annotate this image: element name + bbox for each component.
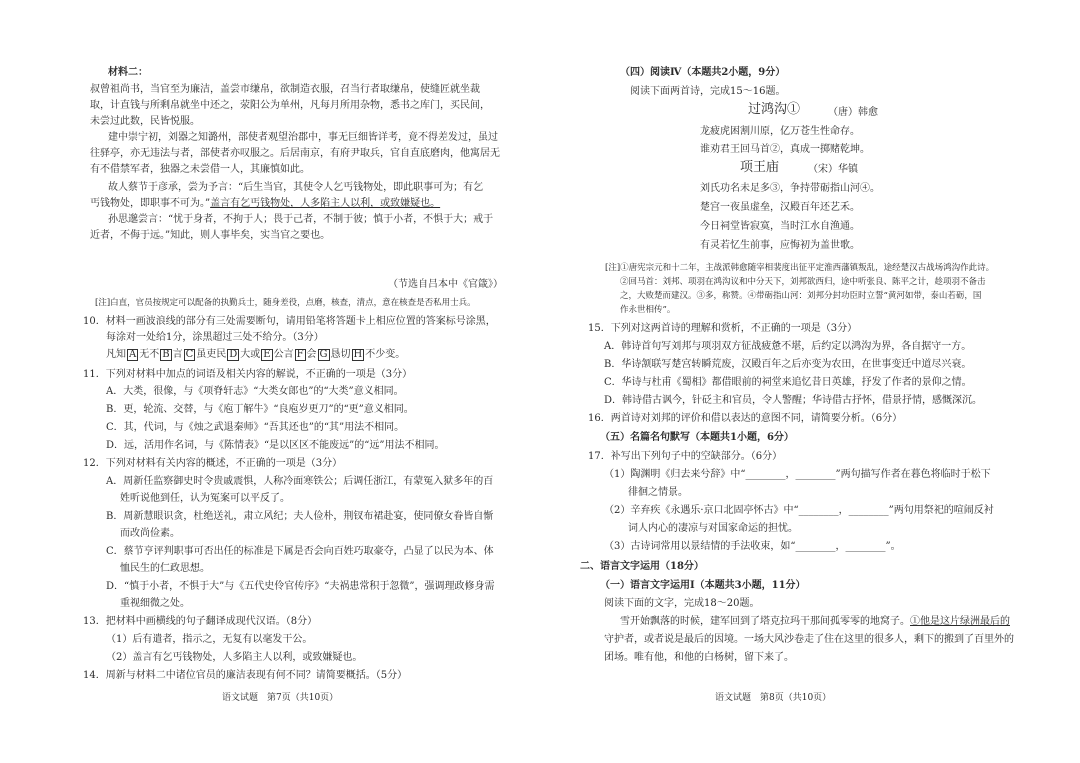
question-16: 16．两首诗对刘邦的评价和借以表达的意图不同，请简要分析。（6分） <box>588 413 903 424</box>
sub-question: （2）盖言有乞丐钱物处，人多陷主人以利，或致嫌疑也。 <box>106 652 363 663</box>
option-cont: 而改尚俭素。 <box>120 528 180 539</box>
passage-line: 团场。唯有他，和他的白杨树，留下来了。 <box>604 652 794 663</box>
poem-line: 龙疲虎困割川原，亿万苍生性命存。 <box>700 126 860 137</box>
sub-section-heading: （一）语言文字运用Ⅰ（本题共3小题，11分） <box>600 580 806 591</box>
option: B．周新慧眼识贪，杜绝送礼，肃立风纪；夫人俭朴，荆钗布裙赴宴，使同僚女眷皆自惭 <box>106 511 494 522</box>
option: D．“慎于小者，不惧于大”与《五代史伶官传序》“夫祸患常积于忽微”，强调理政修身需 <box>106 581 495 592</box>
page-footer: 语文试题 第7页（共10页） <box>222 693 339 703</box>
footnote: [注]①唐宪宗元和十二年，主战派韩愈随宰相裴度出征平定淮西藩镇叛乱，途经楚汉古战场鸿沟作此诗。 <box>605 263 995 273</box>
poem-line: 刘氏功名未足多③，争持带砺指山河④。 <box>700 183 880 194</box>
question-10-options: 凡知 A 无不 B 言 C 虽吏民 D 大或 E 公言 F 会 G 恳切 H 不少变。 <box>106 349 406 360</box>
question-10: 10．材料一画波浪线的部分有三处需要断句，请用铅笔将答题卡上相应位置的答案标号涂黑， <box>83 316 496 327</box>
source-citation: （节选自吕本中《官箴》） <box>388 279 503 290</box>
page-footer: 语文试题 第8页（共10页） <box>715 693 832 703</box>
passage-line: 守护者，或者说是最后的因境。一场大风沙卷走了住在这里的很多人，剩下的搬到了百里外的 <box>604 634 1014 645</box>
page-8 <box>540 0 1080 763</box>
option: C．其，代词，与《烛之武退秦师》“吾其还也”的“其”用法不相同。 <box>106 422 405 433</box>
paragraph-line: 有不借禁军者，独器之未尝借一人，其廉慎如此。 <box>90 164 310 175</box>
poem-line: 有灵若忆生前事，应悔初为盖世歌。 <box>700 240 860 251</box>
option: C．蔡节亨评判职事可否出任的标准是下属是否会向百姓巧取豪夺，凸显了以民为本、体 <box>106 546 494 557</box>
option: A．韩诗首句写刘邦与项羽双方征战疲惫不堪，后约定以鸿沟为界，各自据守一方。 <box>604 341 972 352</box>
question-15: 15．下列对这两首诗的理解和赏析，不正确的一项是（3分） <box>588 323 858 334</box>
paragraph-line: 故人蔡节于彦承，尝为予言：“后生当官，其使令人乞丐钱物处，即此职事可为；有乞 <box>108 182 484 193</box>
instruction: 阅读下面的文字，完成18～20题。 <box>604 598 760 609</box>
sub-question: （2）辛弃疾《永遇乐·京口北固亭怀古》中“________，________”两句用祭祀的喧闹反衬 <box>604 505 994 516</box>
question-17: 17．补写出下列句子中的空缺部分。（6分） <box>588 451 783 462</box>
material-label: 材料二： <box>108 67 148 78</box>
sub-question: （3）古诗词常用以景结情的手法收束，如“________，________”。 <box>604 541 901 552</box>
footnote: 作永世相传”。 <box>620 305 676 315</box>
footnote: [注]白直，官员按规定可以配备的执勤兵士，随身差役，点磨，核查，清点，意在核查是否私用士兵。 <box>95 298 476 308</box>
option: B．华诗颔联写楚宫转瞬荒废，汉殿百年之后亦变为农田，在世事变迁中道尽兴衰。 <box>604 359 972 370</box>
question-11: 11．下列对材料中加点的词语及相关内容的解说，不正确的一项是（3分） <box>83 369 413 380</box>
option: D．韩诗借古讽今，针砭主和官员，令人警醒；华诗借古抒怀，借景抒情，感慨深沉。 <box>604 395 983 406</box>
section-4-heading: （四）阅读Ⅳ（本题共2小题，9分） <box>620 67 786 78</box>
option: C．华诗与杜甫《蜀相》都借眼前的祠堂来追忆昔日英雄，抒发了作者的景仰之情。 <box>604 377 972 388</box>
sub-question: （1）后有遣者，指示之，无复有以毫发干公。 <box>106 634 313 645</box>
sub-question-cont: 徘徊之情景。 <box>628 487 688 498</box>
poem-2-title: 项王庙 <box>740 160 780 175</box>
question-13: 13．把材料中画横线的句子翻译成现代汉语。（8分） <box>83 616 318 627</box>
option: A．周新任监察御史时令贵戚震惧，人称冷面寒铁公；后调任浙江，有蒙冤入狱多年的百 <box>106 476 494 487</box>
poem-1-author: （唐）韩愈 <box>828 107 878 118</box>
passage-line: 雪开始飘落的时候，建军回到了塔克拉玛干那间孤零零的地窝子。①他是这片绿洲最后的 <box>620 616 1010 627</box>
question-12: 12．下列对材料有关内容的概述，不正确的一项是（3分） <box>83 458 343 469</box>
option: B．更，轮流、交替，与《庖丁解牛》“良庖岁更刀”的“更”意义相同。 <box>106 404 414 415</box>
poem-2-author: （宋）华镇 <box>808 164 858 175</box>
question-10-line: 每涂对一处给1分，涂黑超过三处不给分。（3分） <box>106 332 324 343</box>
paragraph-line: 取，计直钱与所剩帛就坐中还之，荥阳公为单州，凡每月所用杂物，悉书之库门，买民间， <box>90 100 490 111</box>
paragraph-line: 孙思邈尝言：“忧于身者，不拘于人；畏于己者，不制于彼；慎于小者，不惧于大；戒于 <box>108 214 494 225</box>
poem-line: 楚宫一夜虽虚垒，汉殿百年还艺禾。 <box>700 202 860 213</box>
underlined-sentence: 盖言有乞丐钱物处，人多陷主人以利，或致嫌疑也。 <box>210 198 441 209</box>
section-5-heading: （五）名篇名句默写（本题共1小题，6分） <box>600 432 794 443</box>
instruction: 阅读下面两首诗，完成15～16题。 <box>630 86 786 97</box>
option: D．远，活用作名词，与《陈情表》“是以区区不能废远”的“远”用法不相同。 <box>106 440 445 451</box>
question-14: 14．周新与材料二中诸位官员的廉洁表现有何不同？请简要概括。（5分） <box>83 670 408 681</box>
footnote: 之，大败楚而建汉。③多，称赞。④带砺指山河：刘邦分封功臣时立誓“黄河如带，泰山若砺，国 <box>620 291 982 301</box>
sub-question: （1）陶渊明《归去来兮辞》中“________，________”两句描写作者在暮色将临时于松下 <box>604 469 991 480</box>
option-cont: 恤民生的仁政思想。 <box>120 563 210 574</box>
paragraph-line: 未尝过此数，民皆悦服。 <box>90 116 200 127</box>
footnote: ②回马首：刘邦、项羽在鸿沟议和中分天下，刘邦欲西归，途中听张良、陈平之计，趁项羽不备击 <box>620 277 986 287</box>
paragraph-line: 近者，不侮于远。”知此，则人事毕矣，实当官之要也。 <box>90 230 331 241</box>
poem-line: 谁劝君王回马首②，真成一掷赌乾坤。 <box>700 144 870 155</box>
sub-question-cont: 词人内心的凄凉与对国家命运的担忧。 <box>628 523 798 534</box>
paragraph-line: 丐钱物处，即职事不可为。”盖言有乞丐钱物处，人多陷主人以利，或致嫌疑也。 <box>90 198 441 209</box>
option-cont: 姓听说他到任，认为冤案可以平反了。 <box>120 493 290 504</box>
paragraph-line: 叔曾祖尚书，当官至为廉洁，盖尝市缣帛，欲制造衣服，召当行者取缣帛，使缝匠就坐裁 <box>90 84 480 95</box>
poem-1-title: 过鸿沟① <box>748 102 801 117</box>
paragraph-line: 往驿亭，亦无违法与者，部使者亦叹服之。后居南京，有府尹取兵，官自直底磨肉，他寓居无 <box>90 148 500 159</box>
part-2-heading: 二、语言文字运用（18分） <box>580 561 704 572</box>
option-cont: 重视细微之处。 <box>120 598 190 609</box>
poem-line: 今日祠堂皆寂寞，当时江水自渔通。 <box>700 221 860 232</box>
paragraph-line: 建中崇宁初，刘器之知潞州，部使者观望治郡中，事无巨细皆详考，竟不得差发过，虽过 <box>108 132 498 143</box>
option: A．大类，很像，与《项脊轩志》“大类女郎也”的“大类”意义相同。 <box>106 386 404 397</box>
